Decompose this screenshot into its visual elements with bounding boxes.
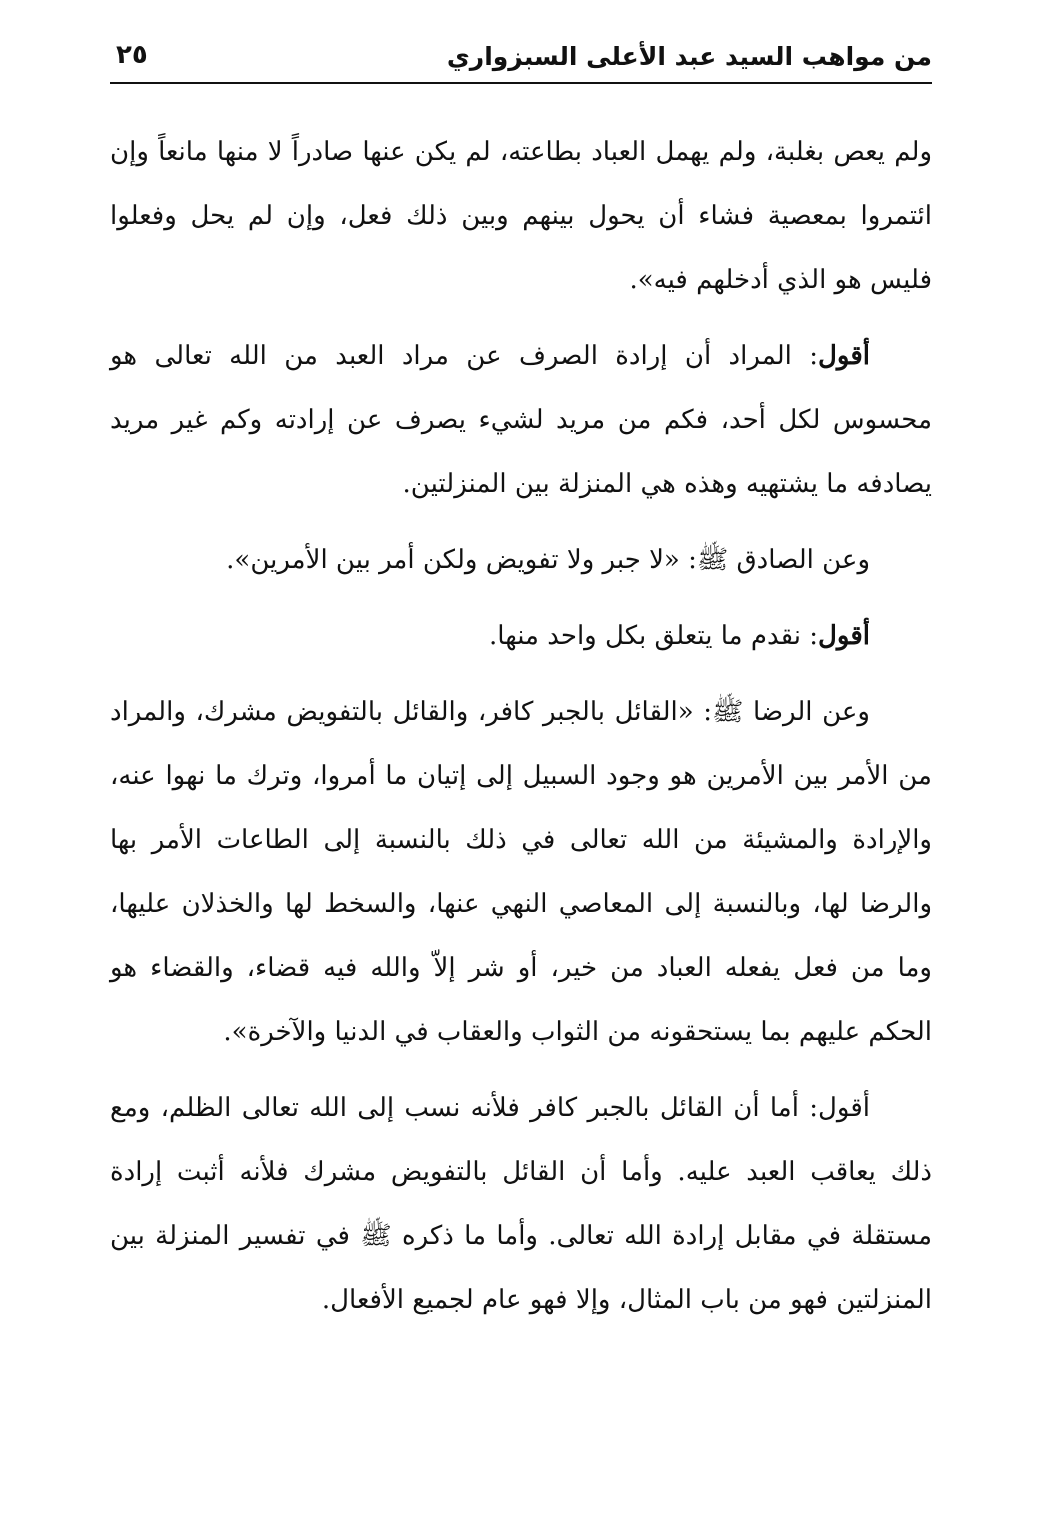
running-header (110, 34, 932, 84)
paragraph-5-text: وعن الرضا ﷺ: «القائل بالجبر كافر، والقائل بالتفويض مشرك، والمراد من الأمر بين الأمرين هو وجود السبيل إلى إتيان ما أمروا، وترك ما نهوا عنه، والإرادة والمشيئة من الله تعالى في ذلك بالنسبة إلى الطاعات الأمر بها والرضا لها، وبالنسبة إلى المعاصي النهي عنها، والسخط لها والخذلان عليها، وما من فعل يفعله العباد من خير، أو شر إلاّ والله فيه قضاء، والقضاء هو الحكم عليهم بما يستحقونه من الثواب والعقاب في الدنيا والآخرة». (110, 697, 932, 1047)
header-divider (110, 82, 932, 84)
page-number: ٢٥ (116, 40, 148, 70)
paragraph-4-text: : نقدم ما يتعلق بكل واحد منها. (489, 621, 819, 651)
paragraph-4-term: أقول (818, 621, 870, 651)
paragraph-3-text: وعن الصادق ﷺ: «لا جبر ولا تفويض ولكن أمر بين الأمرين». (226, 545, 870, 575)
paragraph-2-text: : المراد أن إرادة الصرف عن مراد العبد من الله تعالى هو محسوس لكل أحد، فكم من مريد لشيء يصرف عن إرادته وكم غير مريد يصادفه ما يشتهيه وهذه هي المنزلة بين المنزلتين. (110, 341, 932, 499)
paragraph-1-text: ولم يعص بغلبة، ولم يهمل العباد بطاعته، لم يكن عنها صادراً لا منها مانعاً وإن ائتمروا بمعصية فشاء أن يحول بينهم وبين ذلك فعل، وإن لم يحل وفعلوا فليس هو الذي أدخلهم فيه». (110, 137, 932, 295)
paragraph-5 (110, 680, 932, 1064)
paragraph-2 (110, 324, 932, 516)
paragraph-6-text: أقول: أما أن القائل بالجبر كافر فلأنه نسب إلى الله تعالى الظلم، ومع ذلك يعاقب العبد عليه. وأما أن القائل بالتفويض مشرك فلأنه أثبت إرادة مستقلة في مقابل إرادة الله تعالى. وأما ما ذكره ﷺ في تفسير المنزلة بين المنزلتين فهو من باب المثال، وإلا فهو عام لجميع الأفعال. (110, 1093, 932, 1315)
paragraph-4 (110, 604, 932, 668)
body-text (110, 120, 932, 1344)
paragraph-2-term: أقول (818, 341, 870, 371)
running-header-title: من مواهب السيد عبد الأعلى السبزواري (446, 42, 932, 71)
paragraph-6 (110, 1076, 932, 1332)
paragraph-1 (110, 120, 932, 312)
paragraph-3 (110, 528, 932, 592)
